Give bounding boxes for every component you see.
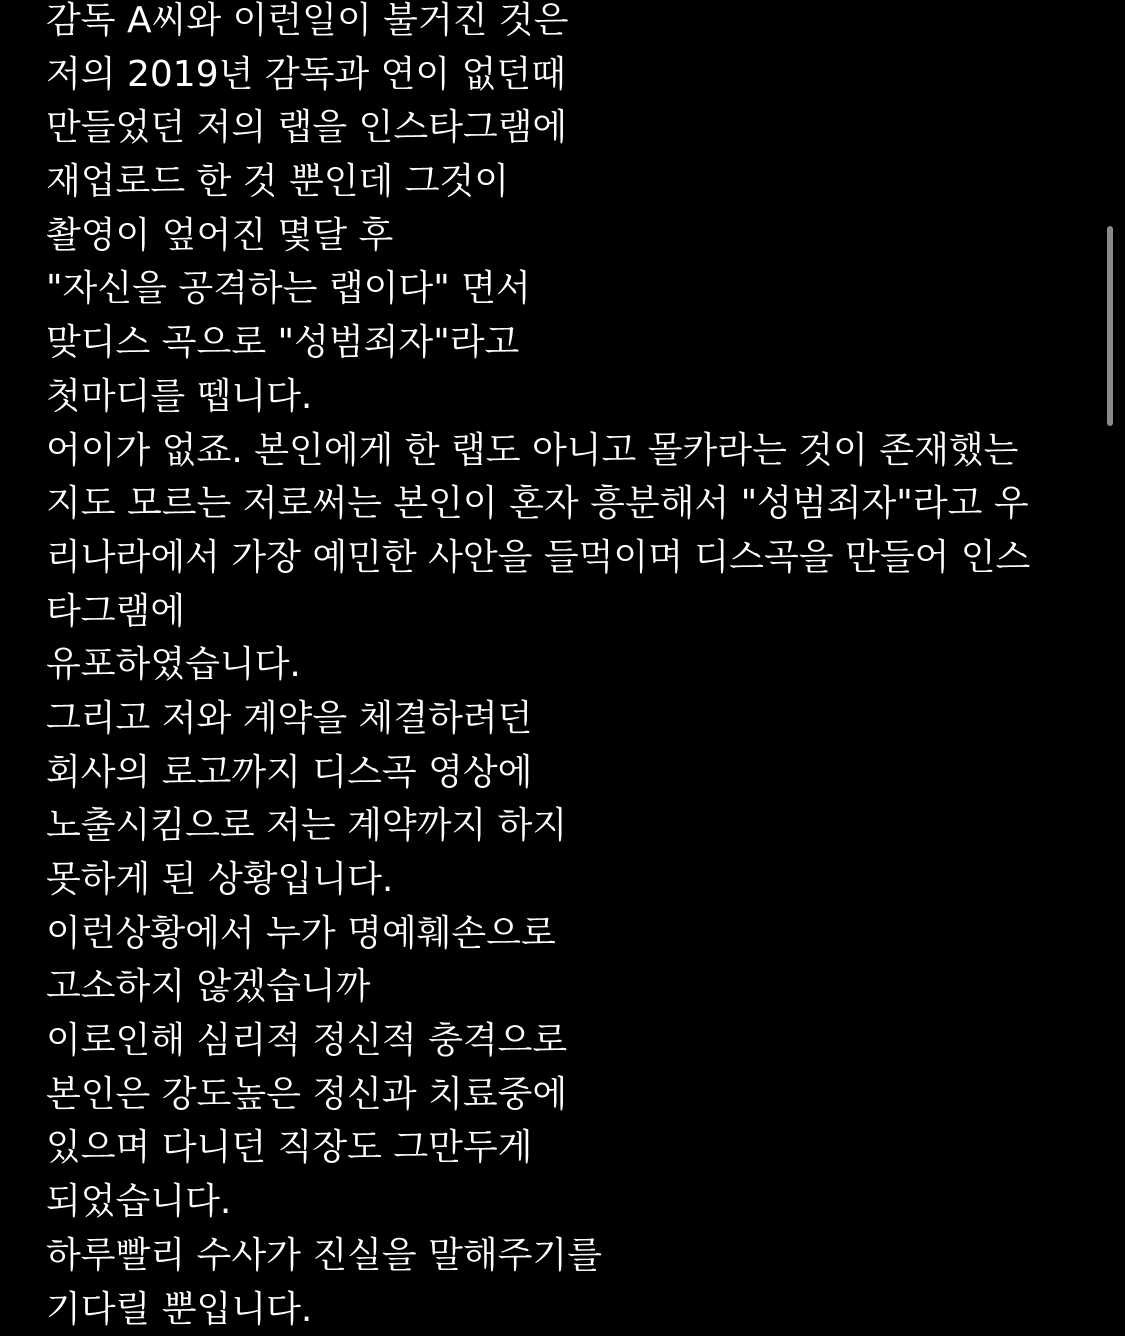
note-line: 첫마디를 뗍니다.	[46, 375, 313, 417]
note-line: 지도 모르는 저로써는 본인이 혼자 흥분해서 "성범죄자"라고 우	[46, 483, 1029, 525]
note-line: "자신을 공격하는 랩이다" 면서	[46, 268, 531, 310]
note-line: 타그램에	[46, 590, 186, 632]
note-line: 노출시킴으로 저는 계약까지 하지	[46, 805, 568, 847]
note-line: 회사의 로고까지 디스곡 영상에	[46, 751, 533, 793]
vertical-scrollbar-thumb[interactable]	[1107, 226, 1113, 426]
note-line: 맞디스 곡으로 "성범죄자"라고	[46, 322, 520, 364]
note-line: 이런상황에서 누가 명예훼손으로	[46, 912, 556, 954]
note-line: 어이가 없죠. 본인에게 한 랩도 아니고 몰카라는 것이 존재했는	[46, 429, 1019, 471]
note-line: 있으며 다니던 직장도 그만두게	[46, 1127, 533, 1169]
note-line: 촬영이 엎어진 몇달 후	[46, 214, 394, 256]
note-line: 유포하였습니다.	[46, 644, 301, 686]
note-line: 못하게 된 상황입니다.	[46, 859, 394, 900]
note-line: 저의 2019년 감독과 연이 없던때	[46, 53, 566, 95]
note-line: 그리고 저와 계약을 체결하려던	[46, 697, 533, 739]
note-line: 이로인해 심리적 정신적 충격으로	[46, 1020, 568, 1062]
note-line: 하루빨리 수사가 진실을 말해주기를	[46, 1234, 602, 1276]
note-line: 리나라에서 가장 예민한 사안을 들먹이며 디스곡을 만들어 인스	[46, 536, 1031, 578]
note-line: 감독 A씨와 이런일이 불거진 것은	[46, 0, 569, 41]
note-line: 고소하지 않겠습니까	[46, 966, 371, 1008]
note-line: 기다릴 뿐입니다.	[46, 1288, 313, 1330]
note-text-view[interactable]	[46, 0, 1086, 1336]
note-line: 본인은 강도높은 정신과 치료중에	[46, 1073, 568, 1115]
note-line: 재업로드 한 것 뿐인데 그것이	[46, 161, 510, 203]
note-line: 되었습니다.	[46, 1181, 232, 1223]
note-line: 만들었던 저의 랩을 인스타그램에	[46, 107, 568, 149]
